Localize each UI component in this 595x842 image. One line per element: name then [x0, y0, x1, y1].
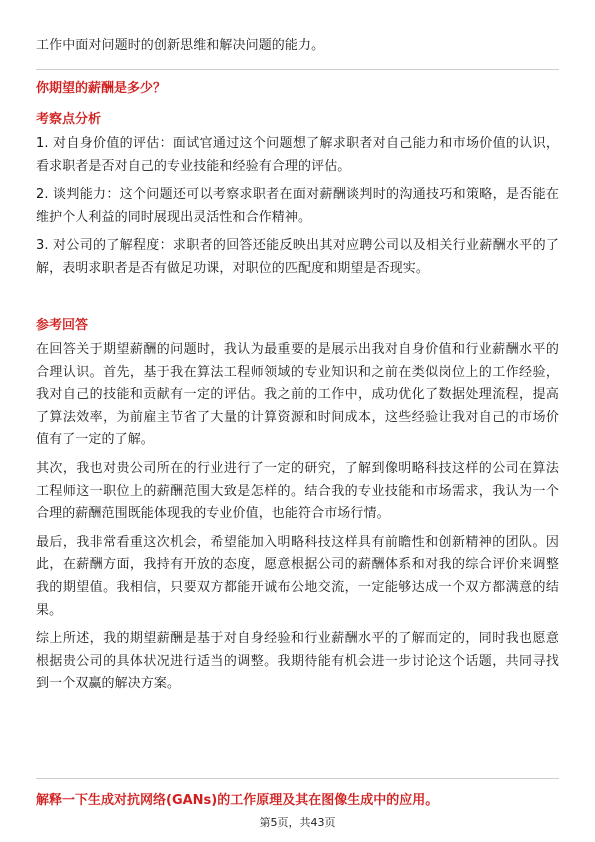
answer-paragraph: 在回答关于期望薪酬的问题时，我认为最重要的是展示出我对自身价值和行业薪酬水平的合理认识。首先，基于我在算法工程师领域的专业知识和之前在类似岗位上的工作经验，我对自己的技能和贡献有一定的评估。我之前的工作中，成功优化了数据处理流程，提高了算法效率，为前雇主节省了大量的计算资源和时间成本，这些经验让我对自己的市场价值有了一定的了解。 — [36, 342, 559, 448]
analysis-item: 2. 谈判能力：这个问题还可以考察求职者在面对薪酬谈判时的沟通技巧和策略，是否能在维护个人利益的同时展现出灵活性和合作精神。 — [36, 187, 559, 225]
question-title: 你期望的薪酬是多少？ — [36, 81, 167, 96]
analysis-item: 1. 对自身价值的评估：面试官通过这个问题想了解求职者对自己能力和市场价值的认识，看求职者是否对自己的专业技能和经验有合理的评估。 — [36, 136, 559, 174]
page-number: 第5页，共43页 — [259, 816, 336, 829]
answer-paragraph: 最后，我非常看重这次机会，希望能加入明略科技这样具有前瞻性和创新精神的团队。因此，在薪酬方面，我持有开放的态度，愿意根据公司的薪酬体系和对我的综合评价来调整我的期望值。我相信，只要双方都能开诚布公地交流，一定能够达成一个双方都满意的结果。 — [36, 534, 559, 618]
intro-text: 工作中面对问题时的创新思维和解决问题的能力。 — [36, 38, 325, 53]
answer-paragraph: 其次，我也对贵公司所在的行业进行了一定的研究，了解到像明略科技这样的公司在算法工程师这一职位上的薪酬范围大致是怎样的。结合我的专业技能和市场需求，我认为一个合理的薪酬范围既能体现我的专业价值，也能符合市场行情。 — [36, 460, 559, 522]
answer-paragraph: 综上所述，我的期望薪酬是基于对自身经验和行业薪酬水平的了解而定的，同时我也愿意根据贵公司的具体状况进行适当的调整。我期待能有机会进一步讨论这个话题，共同寻找到一个双赢的解决方案。 — [36, 631, 559, 692]
analysis-heading: 考察点分析 — [36, 112, 102, 127]
section-divider — [36, 778, 559, 779]
analysis-item: 3. 对公司的了解程度：求职者的回答还能反映出其对应聘公司以及相关行业薪酬水平的了解，表明求职者是否有做足功课，对职位的匹配度和期望是否现实。 — [36, 238, 559, 276]
answer-heading: 参考回答 — [36, 318, 89, 333]
section-divider — [36, 69, 559, 70]
next-question-title: 解释一下生成对抗网络(GANs)的工作原理及其在图像生成中的应用。 — [36, 793, 439, 808]
analysis-list — [36, 133, 559, 287]
answer-body — [36, 339, 559, 702]
